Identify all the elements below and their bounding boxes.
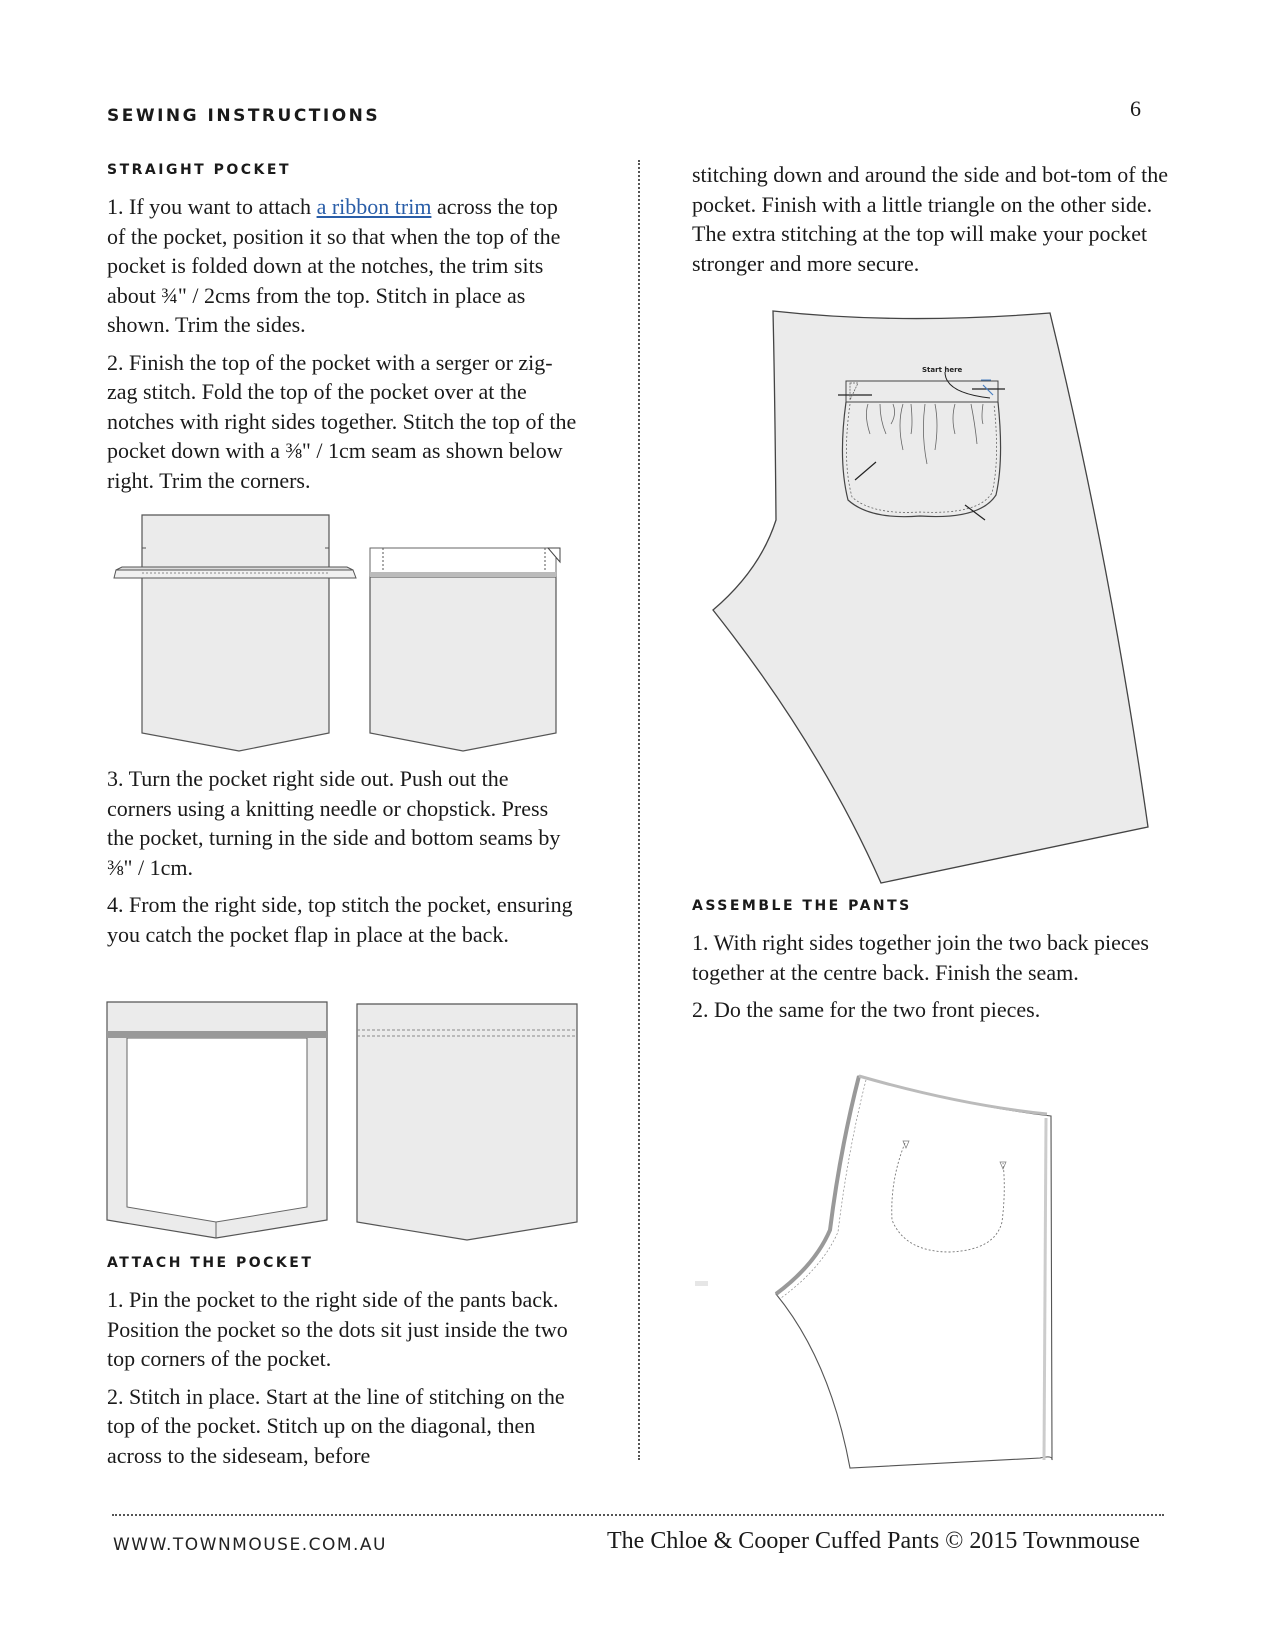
step-1-suffix: across the top of the pocket, position it so that when the top of the pocket is folded down at the notches, the trim sits about ¾" / 2cms from the top. Stitch in place as shown. Trim the sides. [107, 194, 561, 337]
attach-pocket-step-2: 2. Stitch in place. Start at the line of stitching on the top of the pocket. Stitch up on the diagonal, then across to the sideseam, before [107, 1383, 565, 1468]
pants-front-piece [776, 1076, 1052, 1468]
attach-pocket-step-1: 1. Pin the pocket to the right side of the pants back. Position the pocket so the dots sit just inside the two top corners of the pocket. [107, 1287, 568, 1371]
step-1-prefix: 1. If you want to attach [107, 194, 317, 219]
straight-pocket-heading: STRAIGHT POCKET [107, 162, 291, 178]
assemble-pants-heading: ASSEMBLE THE PANTS [692, 898, 912, 914]
footer-copyright: The Chloe & Cooper Cuffed Pants © 2015 Townmouse [607, 1528, 1140, 1554]
start-here-label: Start here [922, 366, 963, 374]
section-title: SEWING INSTRUCTIONS [107, 106, 381, 126]
assemble-pants-step-1: 1. With right sides together join the two back pieces together at the centre back. Finish the seam. [692, 930, 1149, 985]
attach-pocket-heading: ATTACH THE POCKET [107, 1255, 314, 1271]
attach-pocket-step-2-continued: stitching down and around the side and bot-tom of the pocket. Finish with a little triangle on the other side. The extra stitching at the top will make your pocket stronger and more secure. [692, 162, 1168, 276]
website-link[interactable]: WWW.TOWNMOUSE.COM.AU [113, 1535, 387, 1555]
straight-pocket-step-4: 4. From the right side, top stitch the pocket, ensuring you catch the pocket flap in place at the back. [107, 892, 573, 947]
ribbon-trim-link[interactable]: a ribbon trim [316, 194, 432, 219]
footer-divider [112, 1514, 1164, 1516]
straight-pocket-step-2: 2. Finish the top of the pocket with a serger or zig-zag stitch. Fold the top of the pocket over at the notches with right sides together. Stitch the top of the pocket down with a ⅜" / 1cm seam as shown below right. Trim the corners. [107, 349, 577, 493]
page-number: 6 [1130, 96, 1141, 121]
straight-pocket-step-3: 3. Turn the pocket right side out. Push out the corners using a knitting needle or chopstick. Press the pocket, turning in the side and bottom seams by ⅜" / 1cm. [107, 766, 561, 880]
assemble-pants-step-2: 2. Do the same for the two front pieces. [692, 997, 1041, 1022]
